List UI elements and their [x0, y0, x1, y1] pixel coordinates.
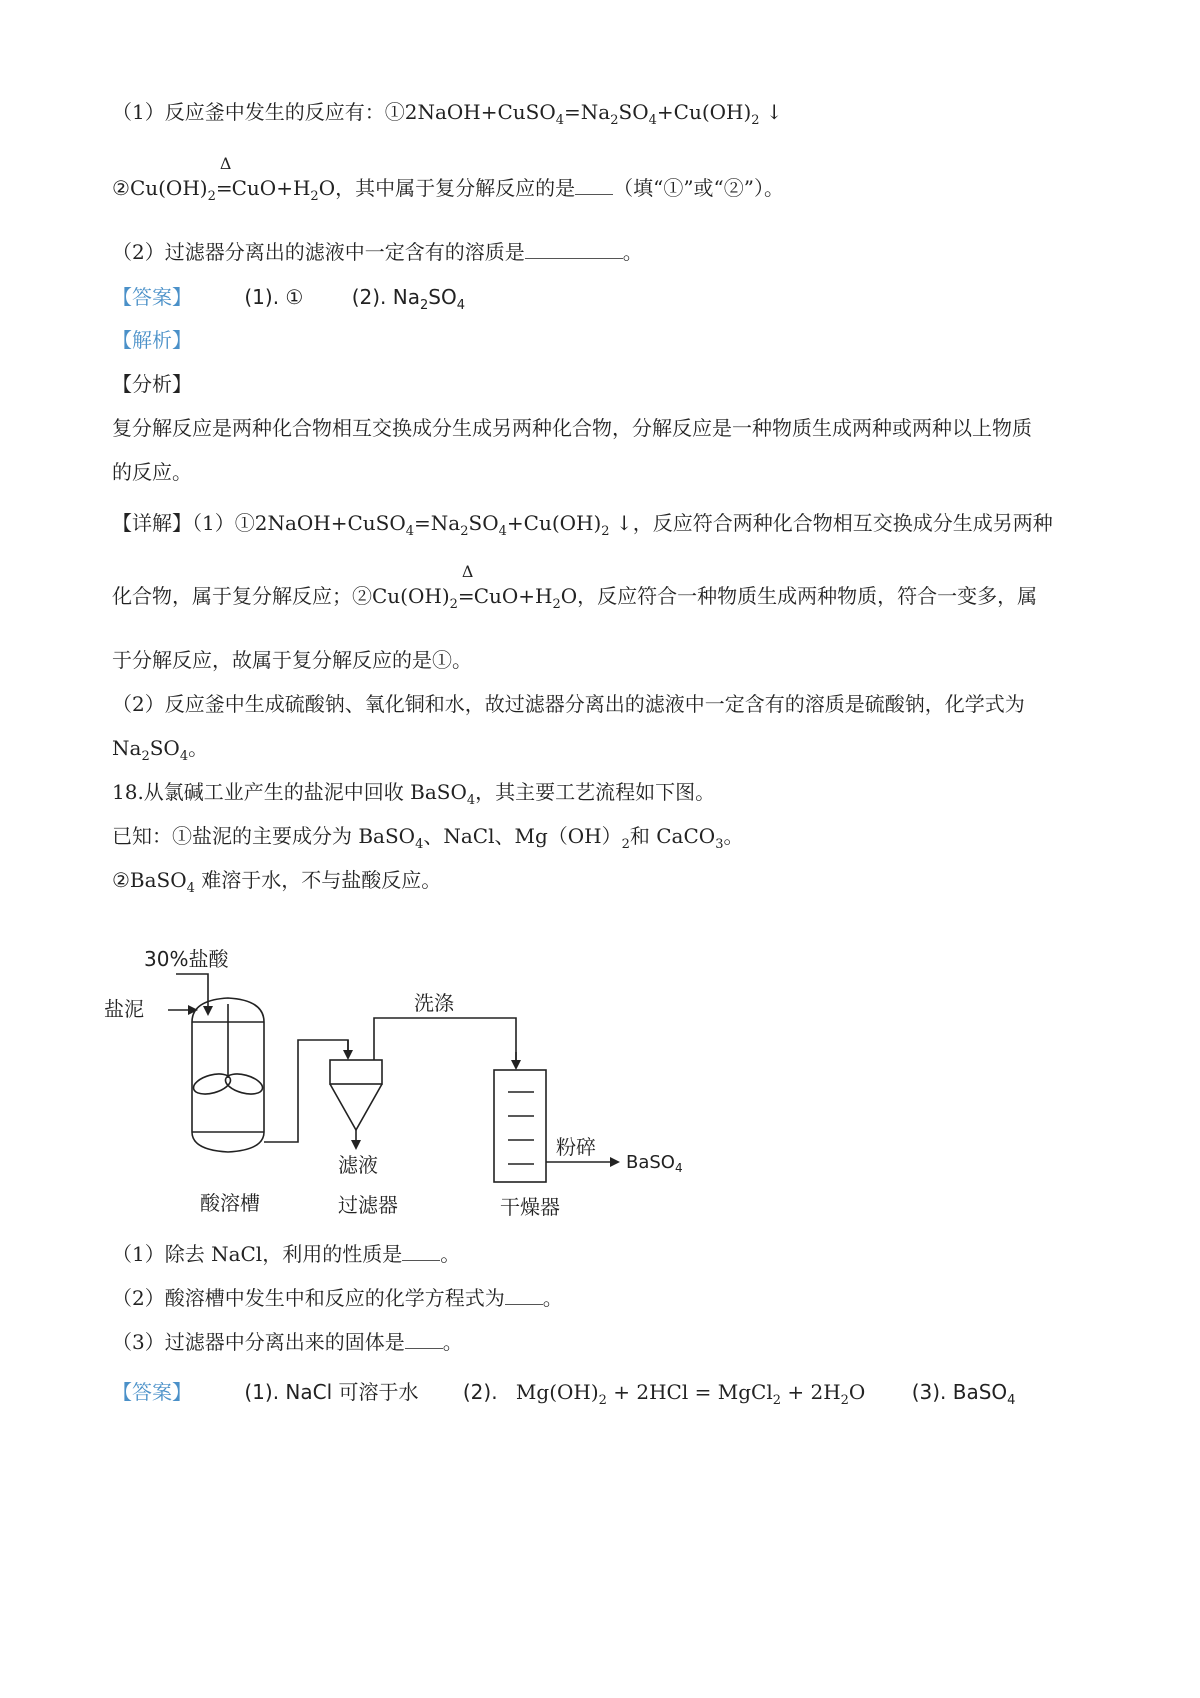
q17-fenxi-text1: 复分解反应是两种化合物相互交换成分生成另两种化合物，分解反应是一种物质生成两种或两种以上物质 [112, 416, 1032, 440]
q17-detail-part2b: $Na_2SO_4$。 [112, 736, 209, 764]
q17-part1-line [112, 98, 783, 126]
answer-2: (2). $Na_2SO_4$ [351, 285, 465, 313]
dryer [494, 1070, 546, 1182]
answer-2-equation: $Mg(OH)_2 + 2HCl$ = MgCl$_2$ + $2H_2O$ [515, 1380, 866, 1408]
q18-part1: （1）除去 NaCl，利用的性质是 。 [112, 1242, 461, 1266]
q18-part3: （3）过滤器中分离出来的固体是 。 [112, 1330, 463, 1354]
answer-1: (1). ① [244, 285, 304, 309]
answer-1: (1). NaCl 可溶于水 [244, 1380, 419, 1404]
q17-analysis-label-line [112, 326, 192, 354]
answer-blank[interactable] [525, 240, 623, 259]
q17-fenxi-text2: 的反应。 [112, 460, 192, 484]
answer-label: 【答案】 [112, 1380, 192, 1404]
q17-fenxi-label-line [112, 370, 192, 398]
q17-detail-part2: （2）反应釜中生成硫酸钠、氧化铜和水，故过滤器分离出的滤液中一定含有的溶质是硫酸钠，化学式为 [112, 692, 1025, 716]
filter-label: 过滤器 [338, 1193, 398, 1217]
q18-part2: （2）酸溶槽中发生中和反应的化学方程式为 。 [112, 1286, 563, 1310]
q18-title: 18.从氯碱工业产生的盐泥中回收 BaSO$_4$，其主要工艺流程如下图。 [112, 780, 716, 808]
answer-blank[interactable] [575, 176, 613, 195]
mud-label: 盐泥 [104, 997, 144, 1021]
wash-label: 洗涤 [414, 991, 454, 1015]
process-flow-diagram [104, 947, 708, 1282]
answer-blank[interactable] [402, 1242, 440, 1261]
equation-1-repeat: $2NaOH+CuSO_4=Na_2SO_4+Cu(OH)_2$ ↓ [254, 511, 633, 539]
analysis-label: 【解析】 [112, 328, 192, 352]
equation-2: $②Cu(OH)_2$ Δ $=CuO+H_2O$ [112, 154, 336, 204]
q17-part2-line: （2）过滤器分离出的滤液中一定含有的溶质是 。 [112, 240, 643, 264]
product-label: BaSO$_4$ [626, 1152, 683, 1175]
tank-to-filter-pipe [264, 1040, 348, 1142]
answer-2-label: (2). [462, 1380, 498, 1404]
q17-detail-line3: 于分解反应，故属于复分解反应的是①。 [112, 648, 472, 672]
answer-3: (3). BaSO$_4$ [911, 1380, 1016, 1408]
q18-known-1: 已知：①盐泥的主要成分为 BaSO$_4$、NaCl、$Mg(OH)_2$和 CaCO$_3$。 [112, 824, 744, 852]
fenxi-label: 【分析】 [112, 372, 192, 396]
q17-part1-line2 [112, 154, 784, 204]
equation-1: $2NaOH+CuSO_4=Na_2SO_4+Cu(OH)_2$ ↓ [404, 100, 783, 128]
filtrate-label: 滤液 [338, 1153, 378, 1177]
q17-detail-line1: 【详解】$(1)①2NaOH+CuSO_4=Na_2SO_4+Cu(OH)_2$ ↓，反应符合两种化合物相互交换成分生成另两种 [112, 511, 1053, 539]
q17-answer-line [112, 283, 465, 311]
q18-answer-line [112, 1378, 1015, 1406]
dryer-label: 干燥器 [500, 1195, 560, 1219]
equation-2-repeat: $Cu(OH)_2$ Δ $=CuO+H_2O$ [372, 562, 578, 612]
answer-label: 【答案】 [112, 285, 192, 309]
crush-label: 粉碎 [556, 1135, 596, 1159]
acid-label: 30%盐酸 [144, 947, 229, 971]
q17-part1-hint: （填“①”或“②”）。 [613, 176, 784, 200]
acid-feed-line [176, 974, 208, 980]
filter-cone [330, 1084, 382, 1130]
q17-part1-question: ，其中属于复分解反应的是 [335, 176, 576, 200]
wash-line [374, 1018, 516, 1064]
q18-known-2: ②BaSO$_4$ 难溶于水，不与盐酸反应。 [112, 868, 442, 896]
q17-part2-question: （2）过滤器分离出的滤液中一定含有的溶质是 [112, 240, 525, 264]
filter-top [330, 1060, 382, 1084]
tank-label: 酸溶槽 [200, 1191, 260, 1215]
q17-part1-prefix: （1）反应釜中发生的反应有：① [112, 100, 405, 124]
answer-blank[interactable] [505, 1286, 543, 1305]
answer-blank[interactable] [405, 1330, 443, 1349]
q17-detail-line2: 化合物，属于复分解反应；$②Cu(OH)_2$ Δ $=CuO+H_2O$，反应符合一种物质生成两种物质，符合一变多，属 [112, 562, 1038, 612]
